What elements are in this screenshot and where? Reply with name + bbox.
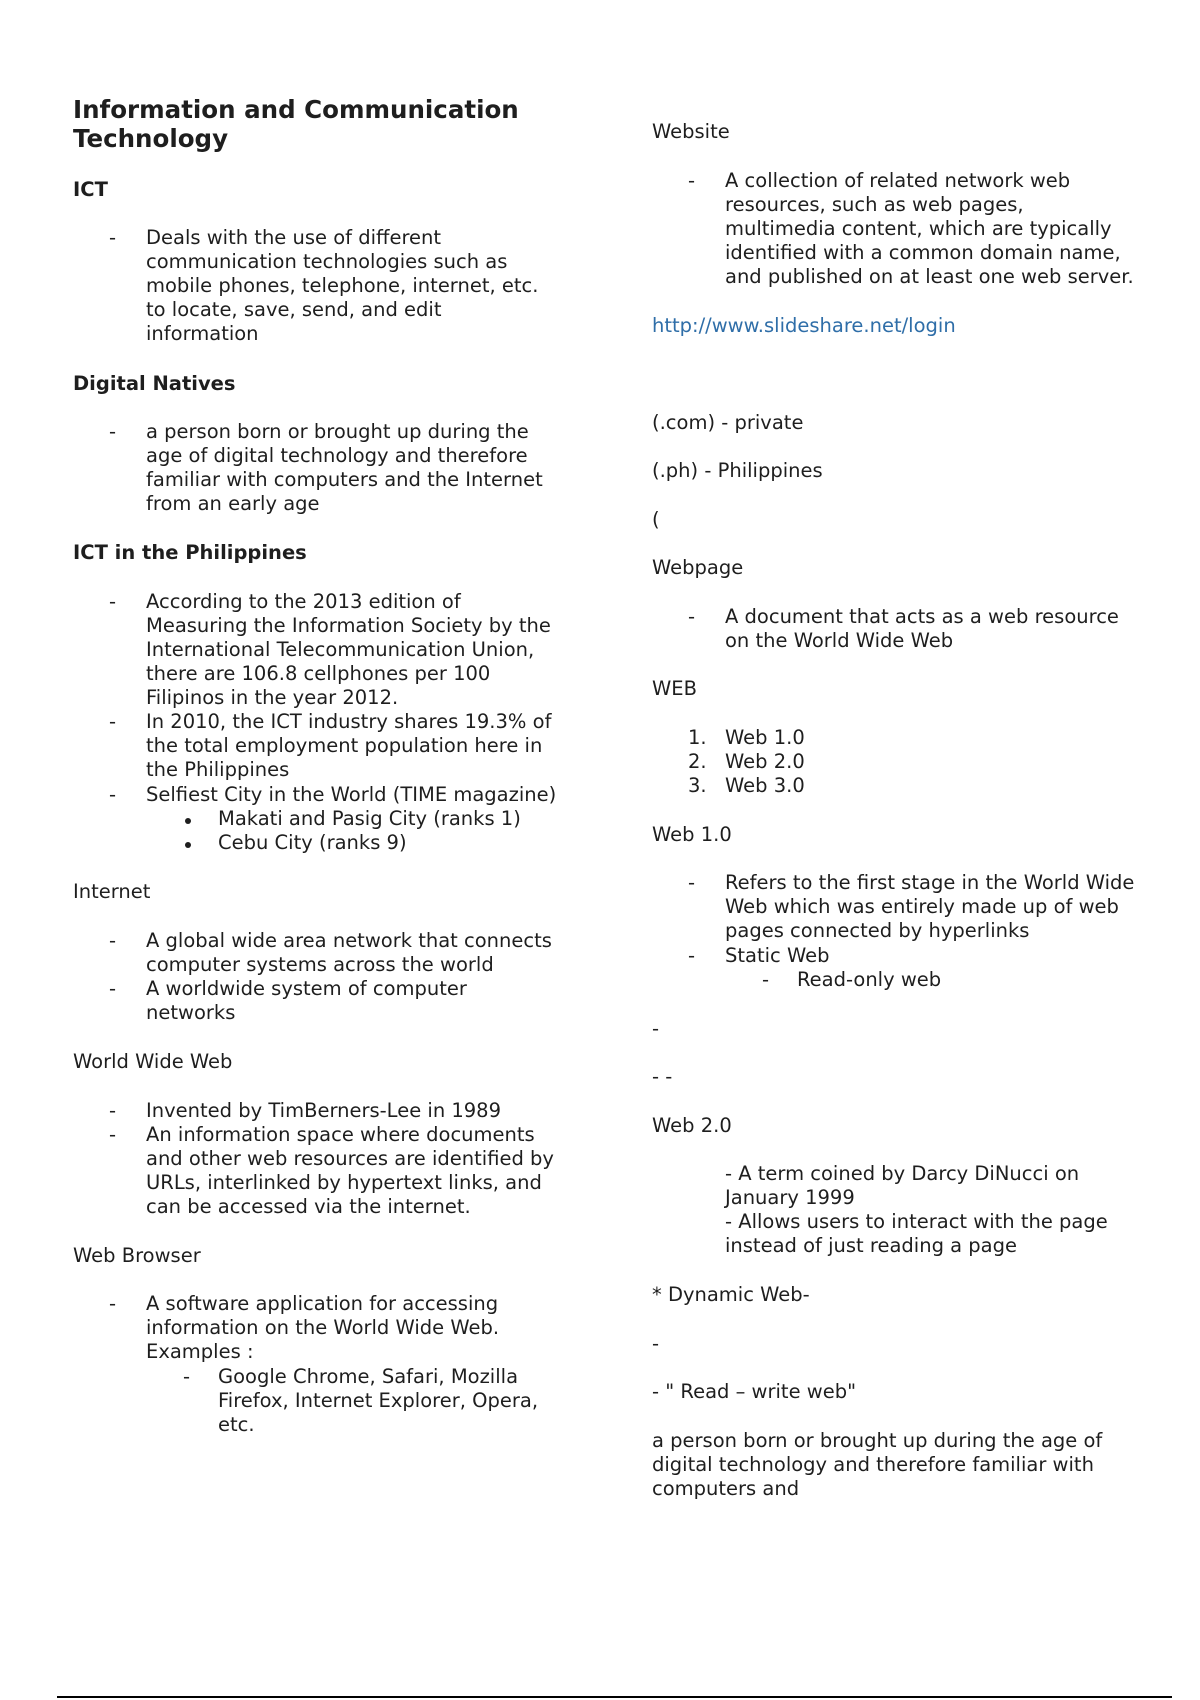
web-browser-heading: Web Browser xyxy=(73,1244,201,1267)
list-item: and other web resources are identified by xyxy=(146,1147,554,1170)
ict-philippines-heading: ICT in the Philippines xyxy=(73,541,307,564)
bullet-dash: - xyxy=(109,783,117,806)
list-item: Static Web xyxy=(725,944,830,967)
domain-com: (.com) - private xyxy=(652,411,804,434)
bullet-dash: - xyxy=(109,710,117,733)
list-item: According to the 2013 edition of xyxy=(146,590,461,613)
sub-list-item: Makati and Pasig City (ranks 1) xyxy=(218,807,521,830)
list-item: Web which was entirely made up of web xyxy=(725,895,1119,918)
list-item: to locate, save, send, and edit xyxy=(146,298,442,321)
domain-ph: (.ph) - Philippines xyxy=(652,459,823,482)
list-item: multimedia content, which are typically xyxy=(725,217,1112,240)
list-item: Selfiest City in the World (TIME magazine) xyxy=(146,783,557,806)
list-item: age of digital technology and therefore xyxy=(146,444,528,467)
paragraph-line: computers and xyxy=(652,1477,800,1500)
list-item: Deals with the use of different xyxy=(146,226,442,249)
paragraph-line: January 1999 xyxy=(725,1186,855,1209)
list-item: resources, such as web pages, xyxy=(725,193,1024,216)
list-item: A document that acts as a web resource xyxy=(725,605,1119,628)
bullet-dash: - xyxy=(109,929,117,952)
page-divider xyxy=(57,1696,1172,1698)
list-item: mobile phones, telephone, internet, etc. xyxy=(146,274,539,297)
list-item: communication technologies such as xyxy=(146,250,508,273)
list-item: information xyxy=(146,322,259,345)
list-item: International Telecommunication Union, xyxy=(146,638,535,661)
world-wide-web-heading: World Wide Web xyxy=(73,1050,233,1073)
bullet-dot xyxy=(185,818,191,824)
sub-list-item: etc. xyxy=(218,1413,255,1436)
paragraph-line: a person born or brought up during the age of xyxy=(652,1429,1103,1452)
document-title: Information and Communication xyxy=(73,95,519,124)
paragraph-line: - Allows users to interact with the page xyxy=(725,1210,1108,1233)
list-number: 3. xyxy=(688,774,707,797)
list-item: A collection of related network web xyxy=(725,169,1071,192)
list-item: In 2010, the ICT industry shares 19.3% of xyxy=(146,710,552,733)
paragraph-line: - A term coined by Darcy DiNucci on xyxy=(725,1162,1080,1185)
bullet-dash: - xyxy=(109,1123,117,1146)
sub-list-item: Google Chrome, Safari, Mozilla xyxy=(218,1365,519,1388)
sub-list-item: Read-only web xyxy=(797,968,942,991)
bullet-dash: - xyxy=(688,944,696,967)
stray-paren: ( xyxy=(652,508,660,531)
sub-list-item: Cebu City (ranks 9) xyxy=(218,831,407,854)
bullet-dash: - xyxy=(762,968,770,991)
list-number: 2. xyxy=(688,750,707,773)
list-item: information on the World Wide Web. xyxy=(146,1316,500,1339)
list-item: the Philippines xyxy=(146,758,290,781)
list-item: networks xyxy=(146,1001,236,1024)
stray-dashes: - - xyxy=(652,1065,673,1088)
internet-heading: Internet xyxy=(73,880,151,903)
bullet-dash: - xyxy=(109,1099,117,1122)
list-number: 1. xyxy=(688,726,707,749)
paragraph-line: instead of just reading a page xyxy=(725,1234,1017,1257)
list-item: Measuring the Information Society by the xyxy=(146,614,551,637)
list-item: Web 1.0 xyxy=(725,726,805,749)
slideshare-link[interactable]: http://www.slideshare.net/login xyxy=(652,314,956,337)
stray-dash: - xyxy=(652,1332,660,1355)
dynamic-web: * Dynamic Web- xyxy=(652,1283,810,1306)
website-heading: Website xyxy=(652,120,730,143)
list-item: A software application for accessing xyxy=(146,1292,499,1315)
list-item: there are 106.8 cellphones per 100 xyxy=(146,662,491,685)
ict-heading: ICT xyxy=(73,178,108,201)
list-item: a person born or brought up during the xyxy=(146,420,529,443)
list-item: familiar with computers and the Internet xyxy=(146,468,543,491)
list-item: identified with a common domain name, xyxy=(725,241,1121,264)
list-item: A global wide area network that connects xyxy=(146,929,552,952)
bullet-dash: - xyxy=(688,871,696,894)
list-item: Refers to the first stage in the World Wide xyxy=(725,871,1135,894)
bullet-dash: - xyxy=(109,226,117,249)
list-item: URLs, interlinked by hypertext links, and xyxy=(146,1171,542,1194)
bullet-dash: - xyxy=(109,1292,117,1315)
bullet-dot xyxy=(185,842,191,848)
sub-list-item: Firefox, Internet Explorer, Opera, xyxy=(218,1389,539,1412)
list-item: the total employment population here in xyxy=(146,734,543,757)
web-heading: WEB xyxy=(652,677,697,700)
read-write-web: - " Read – write web" xyxy=(652,1380,857,1403)
web2-heading: Web 2.0 xyxy=(652,1114,732,1137)
list-item: A worldwide system of computer xyxy=(146,977,467,1000)
document-title: Technology xyxy=(73,124,229,153)
bullet-dash: - xyxy=(109,590,117,613)
bullet-dash: - xyxy=(688,605,696,628)
list-item: from an early age xyxy=(146,492,320,515)
list-item: computer systems across the world xyxy=(146,953,494,976)
list-item: on the World Wide Web xyxy=(725,629,954,652)
list-item: pages connected by hyperlinks xyxy=(725,919,1030,942)
list-item: and published on at least one web server. xyxy=(725,265,1134,288)
list-item: Web 2.0 xyxy=(725,750,805,773)
bullet-dash: - xyxy=(183,1365,191,1388)
stray-dash: - xyxy=(652,1017,660,1040)
digital-natives-heading: Digital Natives xyxy=(73,372,236,395)
list-item: can be accessed via the internet. xyxy=(146,1195,471,1218)
web1-heading: Web 1.0 xyxy=(652,823,732,846)
paragraph-line: digital technology and therefore familiar with xyxy=(652,1453,1094,1476)
list-item: Examples : xyxy=(146,1340,254,1363)
bullet-dash: - xyxy=(109,977,117,1000)
webpage-heading: Webpage xyxy=(652,556,744,579)
list-item: An information space where documents xyxy=(146,1123,535,1146)
list-item: Invented by TimBerners-Lee in 1989 xyxy=(146,1099,501,1122)
list-item: Web 3.0 xyxy=(725,774,805,797)
bullet-dash: - xyxy=(109,420,117,443)
bullet-dash: - xyxy=(688,169,696,192)
list-item: Filipinos in the year 2012. xyxy=(146,686,399,709)
